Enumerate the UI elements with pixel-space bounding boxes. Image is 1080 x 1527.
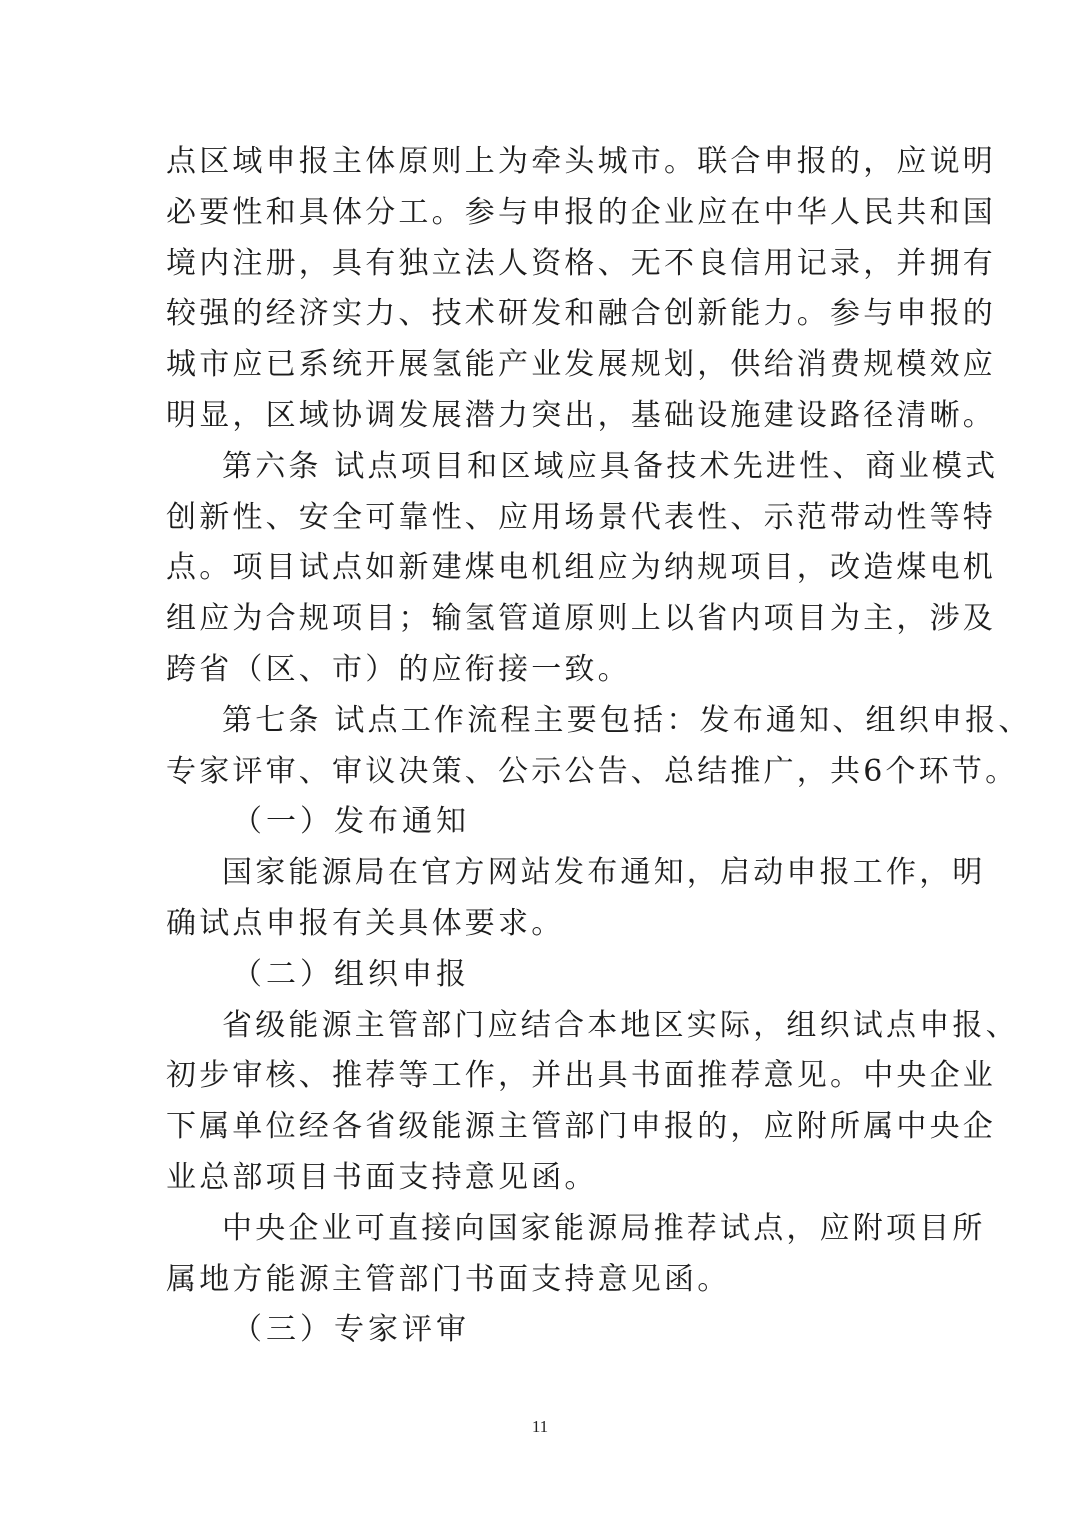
text-line: 必要性和具体分工。参与申报的企业应在中华人民共和国 bbox=[166, 194, 996, 230]
document-body bbox=[166, 137, 1032, 1356]
text-line: 点区域申报主体原则上为牵头城市。联合申报的，应说明 bbox=[166, 144, 996, 179]
text-line: 下属单位经各省级能源主管部门申报的，应附所属中央企 bbox=[166, 1109, 996, 1145]
article-six-line: 第六条 试点项目和区域应具备技术先进性、商业模式 bbox=[222, 448, 999, 484]
text-line: 城市应已系统开展氢能产业发展规划，供给消费规模效应 bbox=[166, 347, 996, 383]
text-line: 初步审核、推荐等工作，并出具书面推荐意见。中央企业 bbox=[166, 1058, 996, 1094]
text-line: 跨省（区、市）的应衔接一致。 bbox=[166, 651, 631, 687]
section-heading-publish-notice: （一）发布通知 bbox=[232, 804, 470, 840]
text-line: 专家评审、审议决策、公示公告、总结推广，共6个环节。 bbox=[166, 753, 1019, 789]
text-line: 点。项目试点如新建煤电机组应为纳规项目，改造煤电机 bbox=[166, 550, 996, 586]
text-line: 组应为合规项目；输氢管道原则上以省内项目为主，涉及 bbox=[166, 601, 996, 637]
section-heading-expert-review: （三）专家评审 bbox=[232, 1312, 470, 1348]
page-number: 11 bbox=[531, 1417, 549, 1436]
article-seven-line: 第七条 试点工作流程主要包括：发布通知、组织申报、 bbox=[222, 702, 1032, 738]
text-line: 属地方能源主管部门书面支持意见函。 bbox=[166, 1261, 731, 1297]
text-line: 业总部项目书面支持意见函。 bbox=[166, 1159, 598, 1195]
text-line: 确试点申报有关具体要求。 bbox=[166, 905, 565, 941]
text-line: 较强的经济实力、技术研发和融合创新能力。参与申报的 bbox=[166, 296, 996, 332]
section-heading-organize-application: （二）组织申报 bbox=[232, 956, 470, 992]
text-line: 境内注册，具有独立法人资格、无不良信用记录，并拥有 bbox=[166, 245, 996, 281]
text-line: 省级能源主管部门应结合本地区实际，组织试点申报、 bbox=[222, 1007, 1019, 1043]
text-line: 中央企业可直接向国家能源局推荐试点，应附项目所 bbox=[222, 1210, 986, 1246]
text-line: 创新性、安全可靠性、应用场景代表性、示范带动性等特 bbox=[166, 499, 996, 535]
text-line: 国家能源局在官方网站发布通知，启动申报工作，明 bbox=[222, 855, 986, 891]
text-line: 明显，区域协调发展潜力突出，基础设施建设路径清晰。 bbox=[166, 397, 996, 433]
